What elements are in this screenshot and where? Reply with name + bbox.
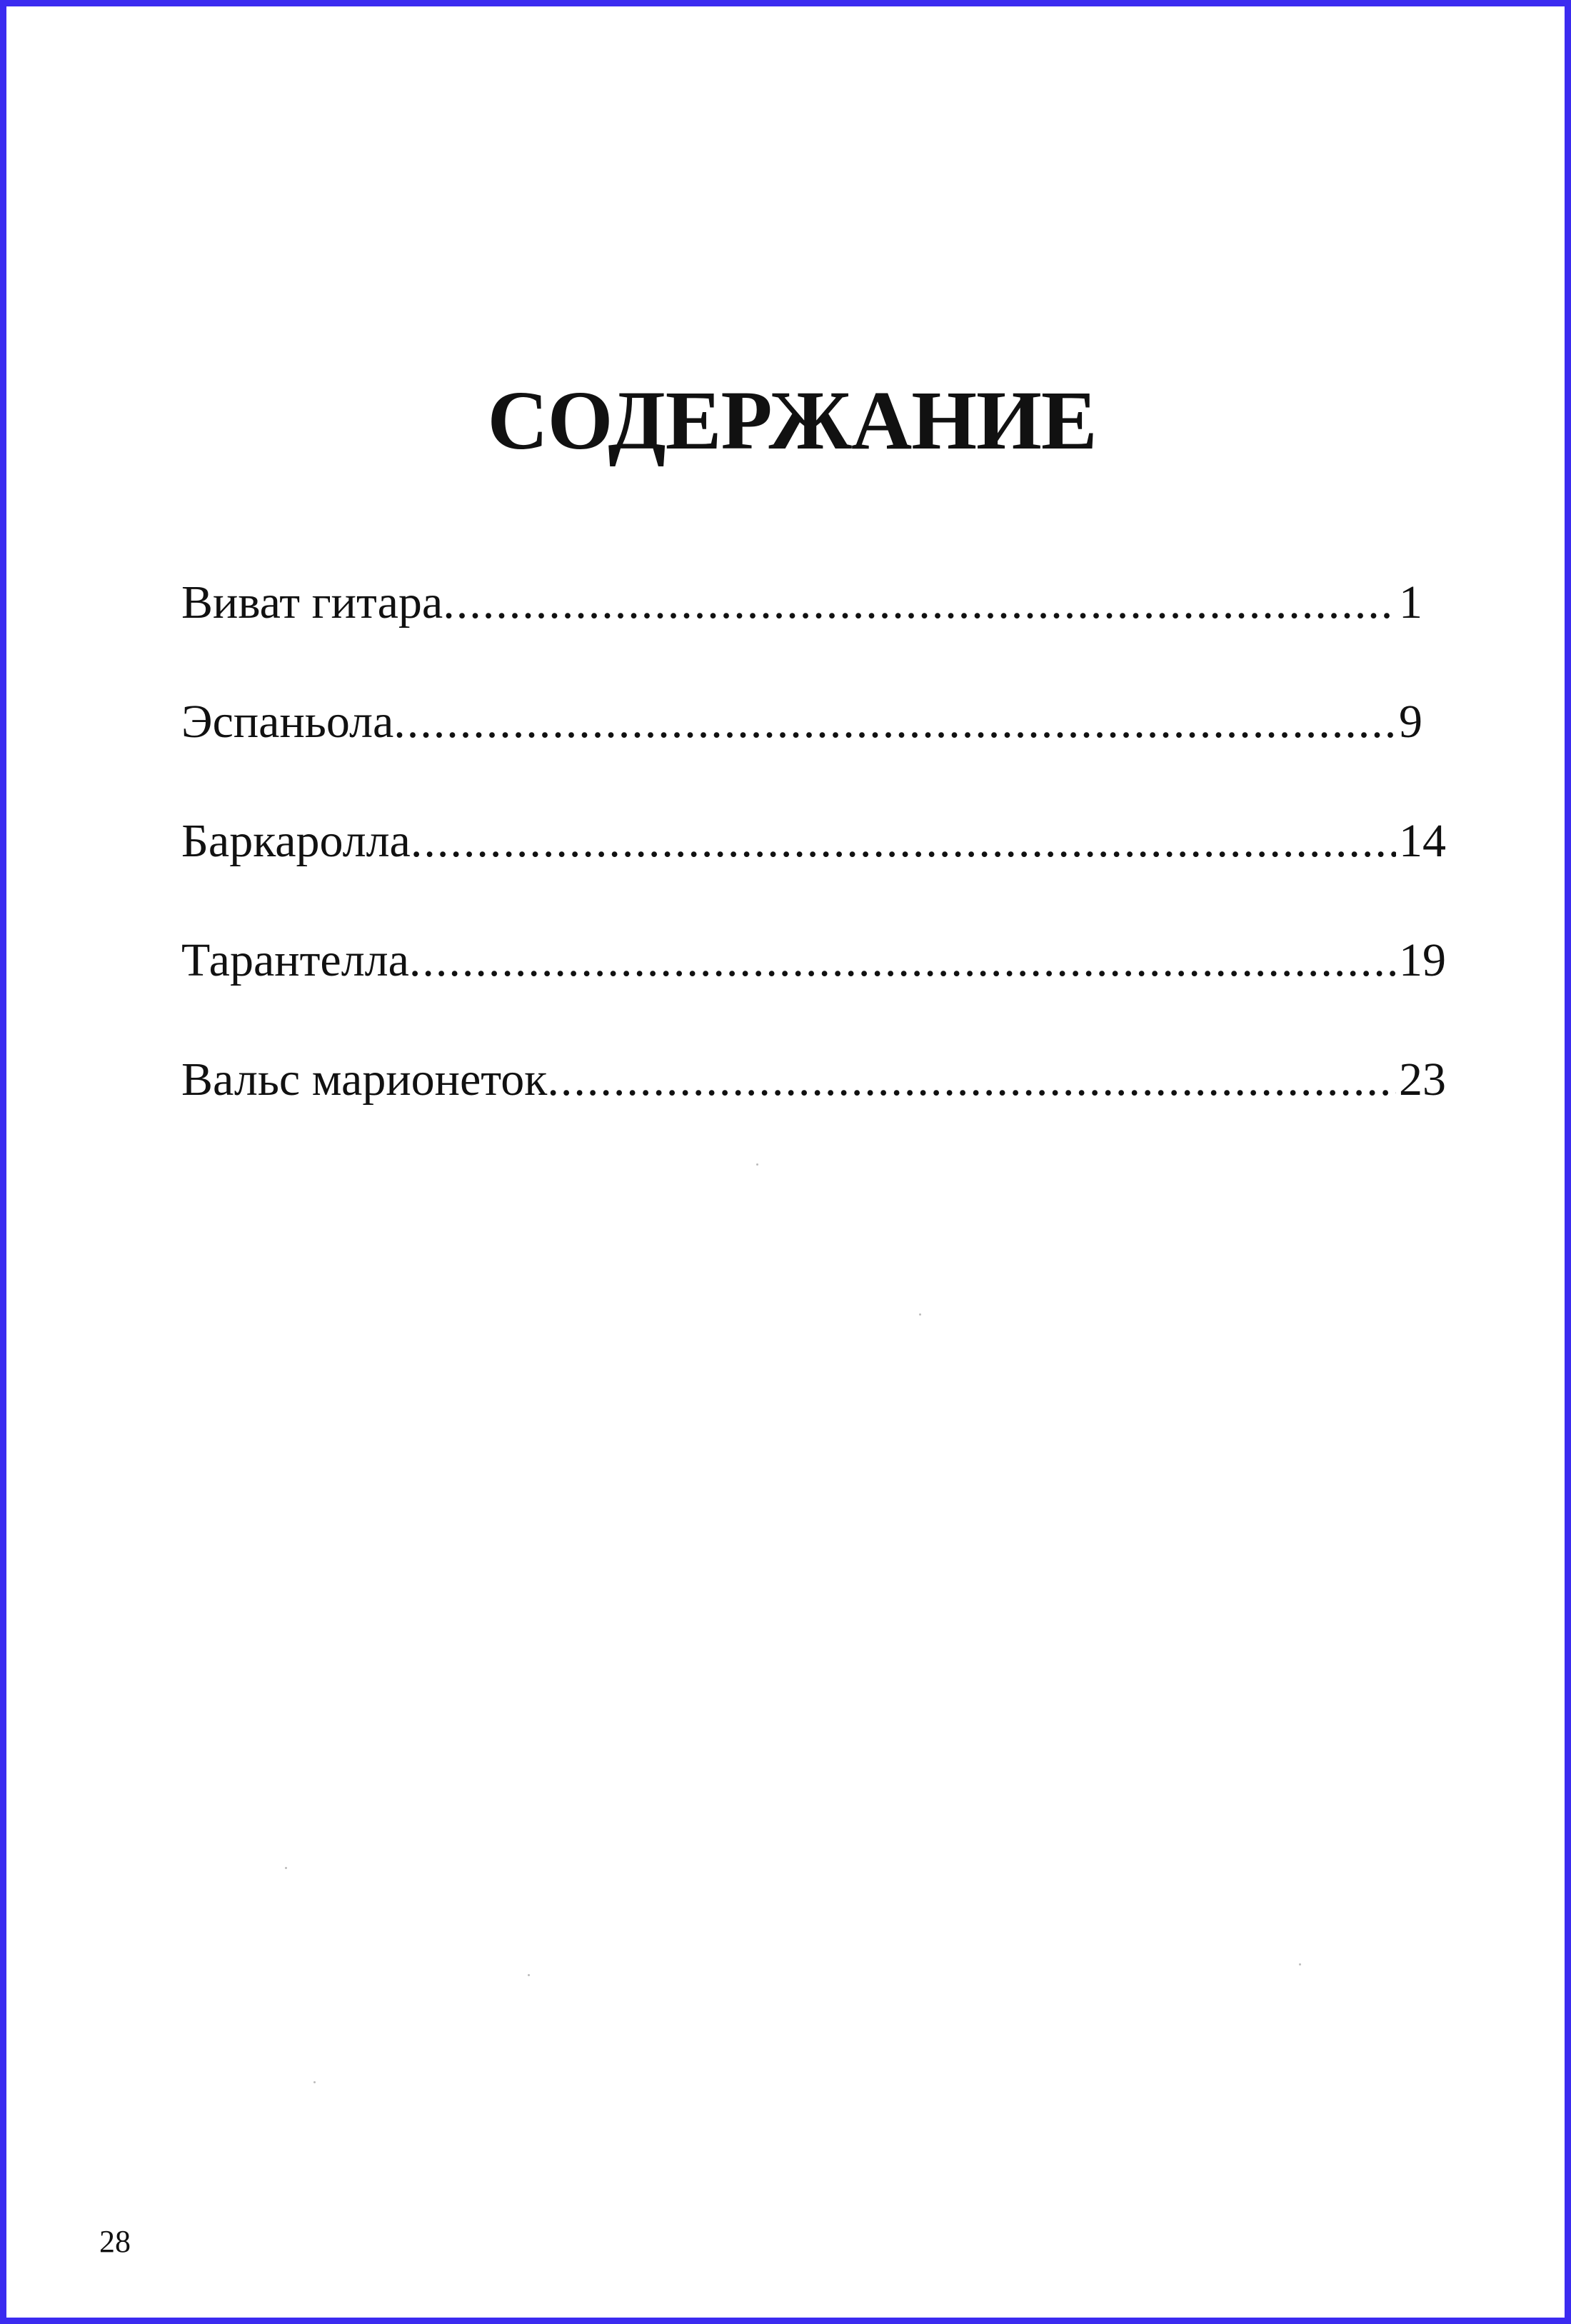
scan-speck [1299, 1963, 1301, 1965]
toc-entry-title: Эспаньола [181, 696, 394, 748]
table-of-contents [181, 564, 1452, 1160]
scan-speck [528, 1974, 530, 1976]
scan-speck [285, 1867, 287, 1869]
toc-dot-leader [393, 683, 1396, 761]
toc-entry [181, 1041, 1452, 1160]
page-number: 28 [99, 2224, 131, 2259]
toc-entry-page: 19 [1399, 934, 1446, 986]
toc-entry [181, 683, 1452, 802]
toc-entry-title: Виват гитара [181, 576, 443, 628]
toc-dot-leader [443, 564, 1396, 642]
scan-speck [919, 1313, 921, 1316]
toc-entry [181, 921, 1452, 1041]
toc-dot-leader [547, 1041, 1396, 1119]
toc-entry-title: Вальс марионеток [181, 1053, 548, 1106]
toc-entry-title: Тарантелла [181, 934, 409, 986]
toc-entry-page: 1 [1399, 576, 1422, 628]
toc-dot-leader [409, 921, 1396, 1000]
scan-speck [756, 1163, 758, 1166]
toc-entry-page: 23 [1399, 1053, 1446, 1106]
scan-speck [313, 2081, 316, 2083]
toc-entry-title: Баркаролла [181, 815, 411, 867]
page-title: СОДЕРЖАНИЕ [487, 374, 1097, 467]
toc-entry-page: 9 [1399, 696, 1422, 748]
toc-dot-leader [411, 802, 1396, 881]
toc-entry-page: 14 [1399, 815, 1446, 867]
toc-entry [181, 564, 1452, 683]
toc-entry [181, 802, 1452, 921]
